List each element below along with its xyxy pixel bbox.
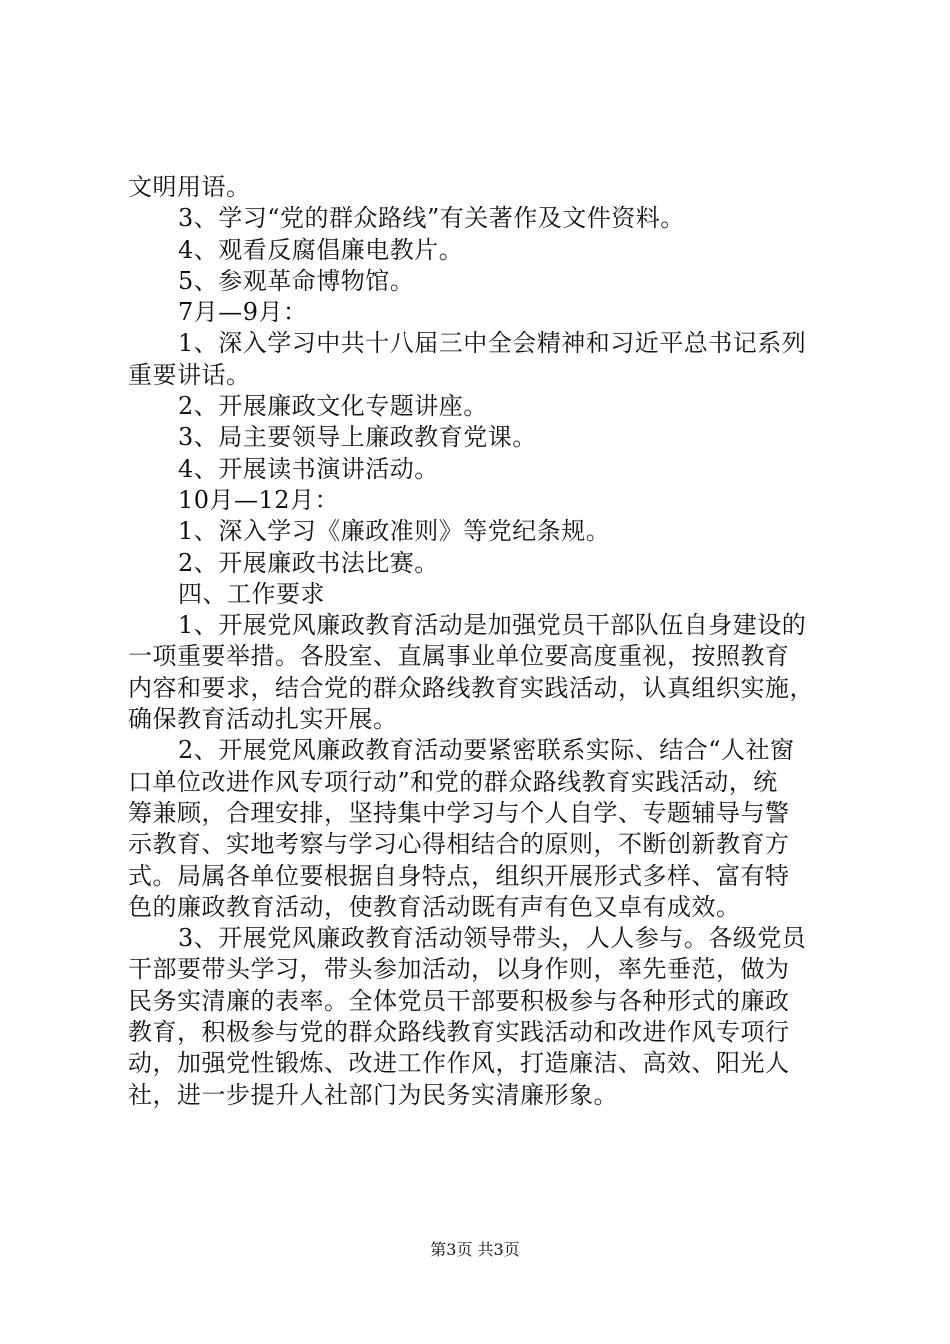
text-line: 重要讲话。 bbox=[128, 360, 251, 389]
text-line: 3、学习“党的群众路线”有关著作及文件资料。 bbox=[178, 204, 685, 233]
text-line: 口单位改进作风专项行动”和党的群众路线教育实践活动，统 bbox=[128, 767, 778, 796]
text-line: 社，进一步提升人社部门为民务实清廉形象。 bbox=[128, 1080, 618, 1109]
text-line: 1、深入学习《廉政准则》等党纪条规。 bbox=[178, 517, 611, 546]
text-line: 7月—9月： bbox=[178, 298, 308, 327]
text-line: 动，加强党性锻炼、改进工作作风，打造廉洁、高效、阳光人 bbox=[128, 1049, 790, 1078]
text-line: 5、参观革命博物馆。 bbox=[178, 266, 415, 295]
text-line: 4、观看反腐倡廉电教片。 bbox=[178, 235, 464, 264]
text-line: 色的廉政教育活动，使教育活动既有声有色又卓有成效。 bbox=[128, 892, 741, 921]
text-line: 1、开展党风廉政教育活动是加强党员干部队伍自身建设的 bbox=[178, 611, 807, 640]
text-line: 1、深入学习中共十八届三中全会精神和习近平总书记系列 bbox=[178, 329, 807, 358]
text-line: 教育，积极参与党的群众路线教育实践活动和改进作风专项行 bbox=[128, 1018, 790, 1047]
text-line: 一项重要举措。各股室、直属事业单位要高度重视，按照教育 bbox=[128, 642, 790, 671]
text-line: 4、开展读书演讲活动。 bbox=[178, 454, 439, 483]
text-line: 四、工作要求 bbox=[178, 579, 325, 608]
text-line: 民务实清廉的表率。全体党员干部要积极参与各种形式的廉政 bbox=[128, 986, 790, 1015]
text-line: 文明用语。 bbox=[128, 173, 251, 201]
text-line: 2、开展党风廉政教育活动要紧密联系实际、结合“人社窗 bbox=[178, 736, 795, 765]
text-line: 筹兼顾，合理安排，坚持集中学习与个人自学、专题辅导与警 bbox=[128, 798, 790, 827]
page-footer: 第3页 共3页 bbox=[430, 1240, 520, 1259]
text-line: 内容和要求，结合党的群众路线教育实践活动，认真组织实施， bbox=[128, 673, 814, 702]
text-line: 2、开展廉政文化专题讲座。 bbox=[178, 392, 488, 421]
text-line: 示教育、实地考察与学习心得相结合的原则，不断创新教育方 bbox=[128, 830, 790, 859]
text-line: 式。局属各单位要根据自身特点，组织开展形式多样、富有特 bbox=[128, 861, 790, 890]
text-line: 3、开展党风廉政教育活动领导带头，人人参与。各级党员 bbox=[178, 924, 807, 953]
text-line: 干部要带头学习，带头参加活动，以身作则，率先垂范，做为 bbox=[128, 955, 790, 984]
text-line: 2、开展廉政书法比赛。 bbox=[178, 548, 439, 577]
text-line: 3、局主要领导上廉政教育党课。 bbox=[178, 423, 537, 452]
text-line: 确保教育活动扎实开展。 bbox=[128, 705, 398, 734]
document-body bbox=[128, 172, 848, 1111]
text-line: 10月—12月： bbox=[178, 485, 340, 514]
